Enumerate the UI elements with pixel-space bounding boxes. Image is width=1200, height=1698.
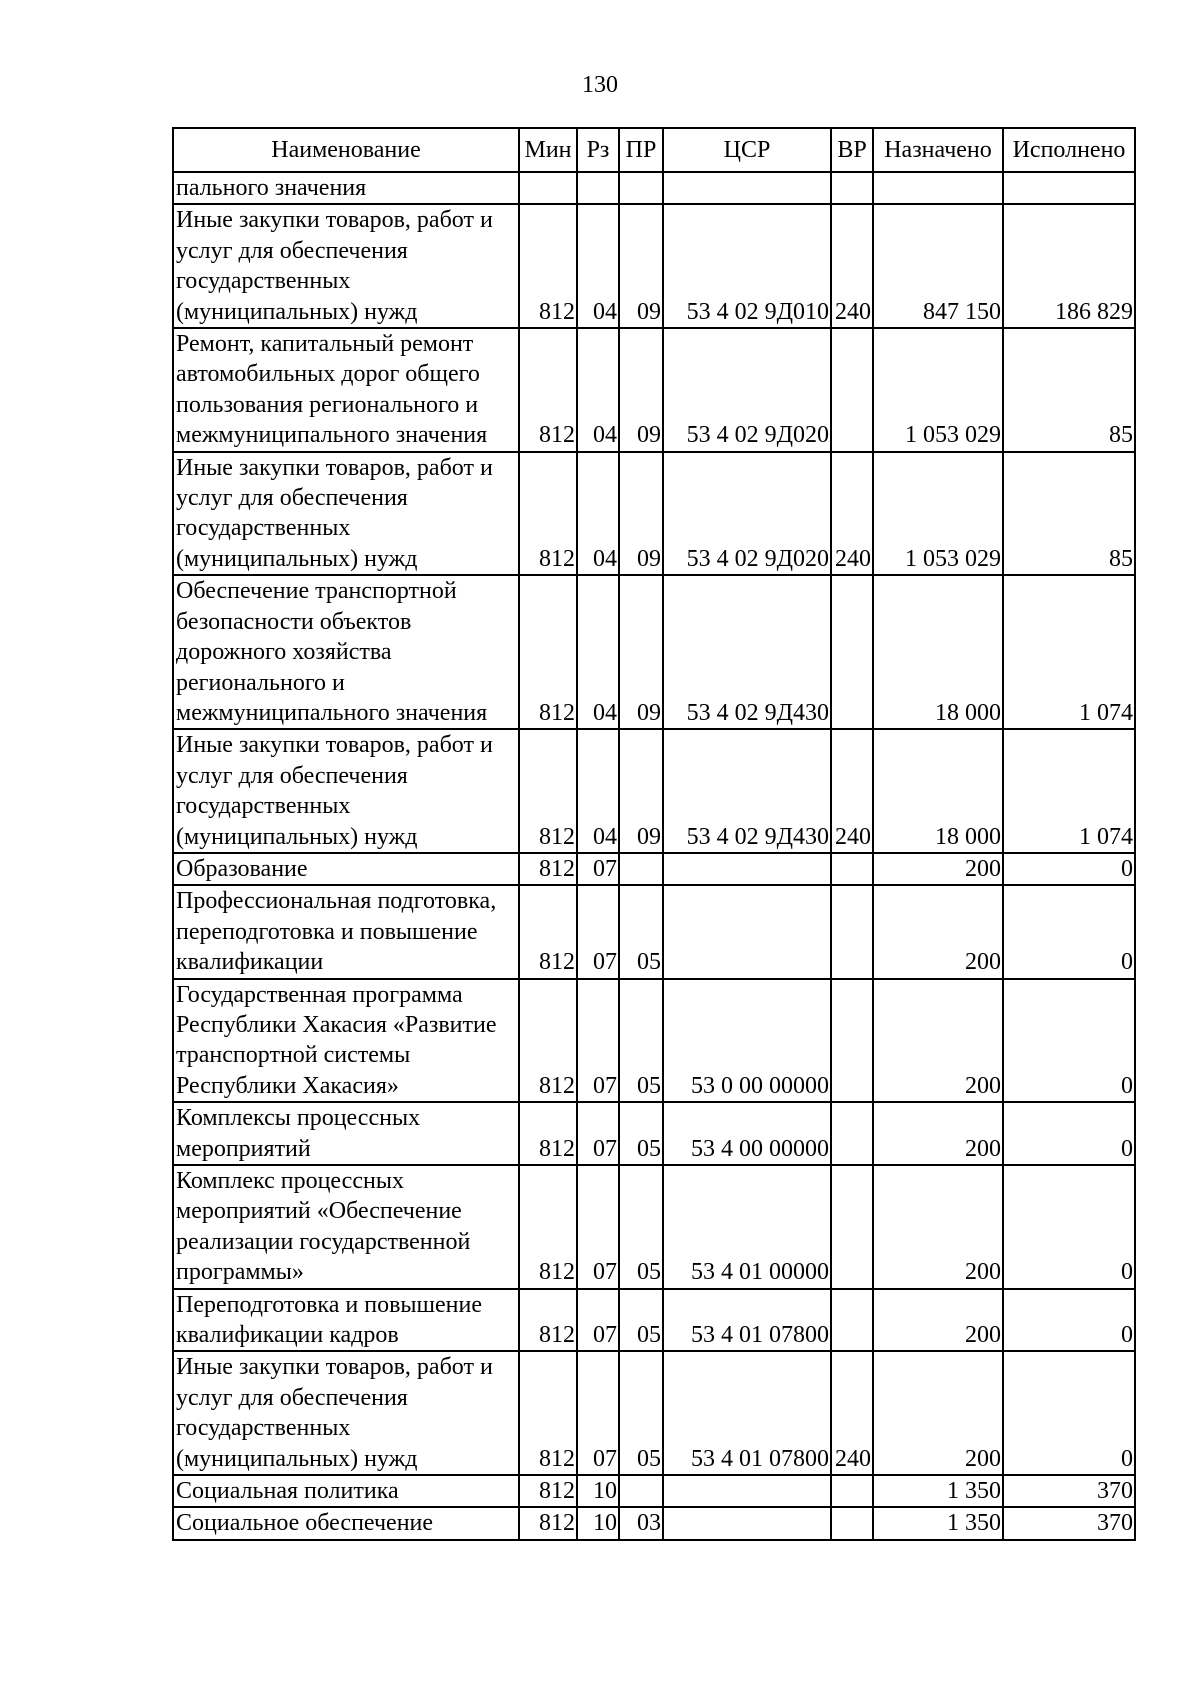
cell-name: Образование	[173, 853, 519, 885]
cell-rz: 07	[577, 1165, 619, 1289]
header-csr: ЦСР	[663, 128, 831, 172]
cell-min: 812	[519, 979, 577, 1103]
cell-pr: 09	[619, 452, 663, 576]
cell-executed: 0	[1003, 853, 1135, 885]
cell-rz: 07	[577, 1102, 619, 1165]
table-row	[173, 1289, 1135, 1352]
cell-rz: 07	[577, 1351, 619, 1475]
cell-pr	[619, 1475, 663, 1507]
budget-table	[172, 127, 1136, 1541]
cell-rz: 04	[577, 452, 619, 576]
cell-assigned: 1 350	[873, 1475, 1003, 1507]
cell-executed: 85	[1003, 328, 1135, 452]
cell-pr: 03	[619, 1507, 663, 1539]
cell-pr	[619, 172, 663, 204]
table-row	[173, 172, 1135, 204]
cell-min: 812	[519, 452, 577, 576]
cell-executed: 0	[1003, 1165, 1135, 1289]
cell-vr: 240	[831, 729, 873, 853]
cell-pr: 05	[619, 1102, 663, 1165]
cell-assigned: 200	[873, 1289, 1003, 1352]
cell-csr: 53 4 02 9Д010	[663, 204, 831, 328]
cell-assigned: 200	[873, 979, 1003, 1103]
cell-executed: 0	[1003, 885, 1135, 978]
cell-name: Государственная программа Республики Хакасия «Развитие транспортной системы Республики Хакасия»	[173, 979, 519, 1103]
cell-vr	[831, 172, 873, 204]
cell-rz: 04	[577, 575, 619, 729]
cell-csr: 53 4 02 9Д020	[663, 452, 831, 576]
cell-min: 812	[519, 204, 577, 328]
cell-name: Обеспечение транспортной безопасности объектов дорожного хозяйства регионального и межмуниципального значения	[173, 575, 519, 729]
cell-vr	[831, 979, 873, 1103]
cell-vr	[831, 1289, 873, 1352]
cell-executed: 370	[1003, 1507, 1135, 1539]
cell-rz: 10	[577, 1475, 619, 1507]
cell-rz: 04	[577, 729, 619, 853]
cell-vr: 240	[831, 1351, 873, 1475]
cell-csr	[663, 172, 831, 204]
table-row	[173, 575, 1135, 729]
cell-name: Комплексы процессных мероприятий	[173, 1102, 519, 1165]
cell-name: Социальное обеспечение	[173, 1507, 519, 1539]
cell-name: Переподготовка и повышение квалификации кадров	[173, 1289, 519, 1352]
header-assigned: Назначено	[873, 128, 1003, 172]
header-row	[173, 128, 1135, 172]
cell-min: 812	[519, 885, 577, 978]
cell-pr: 05	[619, 1289, 663, 1352]
cell-vr	[831, 853, 873, 885]
cell-csr	[663, 1475, 831, 1507]
cell-rz: 07	[577, 979, 619, 1103]
cell-name: Иные закупки товаров, работ и услуг для обеспечения государственных (муниципальных) нужд	[173, 452, 519, 576]
cell-min: 812	[519, 1289, 577, 1352]
cell-executed: 0	[1003, 979, 1135, 1103]
cell-csr: 53 4 02 9Д430	[663, 575, 831, 729]
cell-name: Иные закупки товаров, работ и услуг для обеспечения государственных (муниципальных) нужд	[173, 1351, 519, 1475]
cell-assigned: 200	[873, 1165, 1003, 1289]
table-row	[173, 1165, 1135, 1289]
cell-vr	[831, 1102, 873, 1165]
cell-min: 812	[519, 1165, 577, 1289]
cell-pr: 05	[619, 979, 663, 1103]
cell-min: 812	[519, 853, 577, 885]
header-name: Наименование	[173, 128, 519, 172]
cell-pr: 05	[619, 885, 663, 978]
cell-pr: 09	[619, 729, 663, 853]
cell-pr: 09	[619, 328, 663, 452]
cell-executed: 1 074	[1003, 575, 1135, 729]
cell-name: Социальная политика	[173, 1475, 519, 1507]
cell-rz: 07	[577, 885, 619, 978]
cell-vr	[831, 328, 873, 452]
cell-pr	[619, 853, 663, 885]
cell-executed: 186 829	[1003, 204, 1135, 328]
cell-rz: 07	[577, 1289, 619, 1352]
table-row	[173, 452, 1135, 576]
cell-vr	[831, 575, 873, 729]
cell-vr	[831, 1507, 873, 1539]
cell-pr: 09	[619, 204, 663, 328]
cell-csr: 53 0 00 00000	[663, 979, 831, 1103]
cell-csr: 53 4 01 07800	[663, 1351, 831, 1475]
cell-name: Комплекс процессных мероприятий «Обеспечение реализации государственной программы»	[173, 1165, 519, 1289]
cell-executed: 0	[1003, 1289, 1135, 1352]
cell-assigned: 200	[873, 885, 1003, 978]
cell-min: 812	[519, 1475, 577, 1507]
header-rz: Рз	[577, 128, 619, 172]
header-vr: ВР	[831, 128, 873, 172]
table-row	[173, 1351, 1135, 1475]
cell-name: Иные закупки товаров, работ и услуг для обеспечения государственных (муниципальных) нужд	[173, 729, 519, 853]
header-executed: Исполнено	[1003, 128, 1135, 172]
cell-vr	[831, 1475, 873, 1507]
cell-csr	[663, 885, 831, 978]
table-body	[173, 172, 1135, 1540]
cell-name: Ремонт, капитальный ремонт автомобильных дорог общего пользования регионального и межмуниципального значения	[173, 328, 519, 452]
cell-vr	[831, 1165, 873, 1289]
cell-pr: 09	[619, 575, 663, 729]
cell-min	[519, 172, 577, 204]
cell-assigned: 200	[873, 1102, 1003, 1165]
table-row	[173, 204, 1135, 328]
cell-pr: 05	[619, 1351, 663, 1475]
table-row	[173, 979, 1135, 1103]
header-pr: ПР	[619, 128, 663, 172]
cell-assigned	[873, 172, 1003, 204]
cell-assigned: 18 000	[873, 575, 1003, 729]
cell-csr: 53 4 02 9Д430	[663, 729, 831, 853]
cell-executed: 85	[1003, 452, 1135, 576]
cell-executed: 1 074	[1003, 729, 1135, 853]
cell-name: пального значения	[173, 172, 519, 204]
cell-assigned: 18 000	[873, 729, 1003, 853]
cell-vr: 240	[831, 452, 873, 576]
cell-rz	[577, 172, 619, 204]
table-header	[173, 128, 1135, 172]
cell-csr: 53 4 01 07800	[663, 1289, 831, 1352]
cell-csr: 53 4 00 00000	[663, 1102, 831, 1165]
table-row	[173, 885, 1135, 978]
cell-min: 812	[519, 1102, 577, 1165]
cell-assigned: 847 150	[873, 204, 1003, 328]
table-row	[173, 1475, 1135, 1507]
cell-csr	[663, 1507, 831, 1539]
cell-min: 812	[519, 1507, 577, 1539]
table-row	[173, 1507, 1135, 1539]
cell-assigned: 1 350	[873, 1507, 1003, 1539]
cell-assigned: 1 053 029	[873, 452, 1003, 576]
page-number: 130	[582, 72, 618, 98]
cell-assigned: 200	[873, 1351, 1003, 1475]
table-row	[173, 729, 1135, 853]
cell-assigned: 200	[873, 853, 1003, 885]
table-row	[173, 328, 1135, 452]
cell-min: 812	[519, 1351, 577, 1475]
cell-executed: 0	[1003, 1351, 1135, 1475]
cell-vr	[831, 885, 873, 978]
cell-assigned: 1 053 029	[873, 328, 1003, 452]
cell-min: 812	[519, 729, 577, 853]
cell-rz: 10	[577, 1507, 619, 1539]
cell-name: Иные закупки товаров, работ и услуг для обеспечения государственных (муниципальных) нужд	[173, 204, 519, 328]
cell-executed: 0	[1003, 1102, 1135, 1165]
header-min: Мин	[519, 128, 577, 172]
cell-min: 812	[519, 575, 577, 729]
cell-vr: 240	[831, 204, 873, 328]
cell-name: Профессиональная подготовка, переподготовка и повышение квалификации	[173, 885, 519, 978]
cell-executed	[1003, 172, 1135, 204]
cell-rz: 04	[577, 204, 619, 328]
cell-csr: 53 4 02 9Д020	[663, 328, 831, 452]
cell-rz: 07	[577, 853, 619, 885]
cell-pr: 05	[619, 1165, 663, 1289]
cell-rz: 04	[577, 328, 619, 452]
cell-csr: 53 4 01 00000	[663, 1165, 831, 1289]
cell-min: 812	[519, 328, 577, 452]
table-row	[173, 1102, 1135, 1165]
table-row	[173, 853, 1135, 885]
cell-executed: 370	[1003, 1475, 1135, 1507]
cell-csr	[663, 853, 831, 885]
